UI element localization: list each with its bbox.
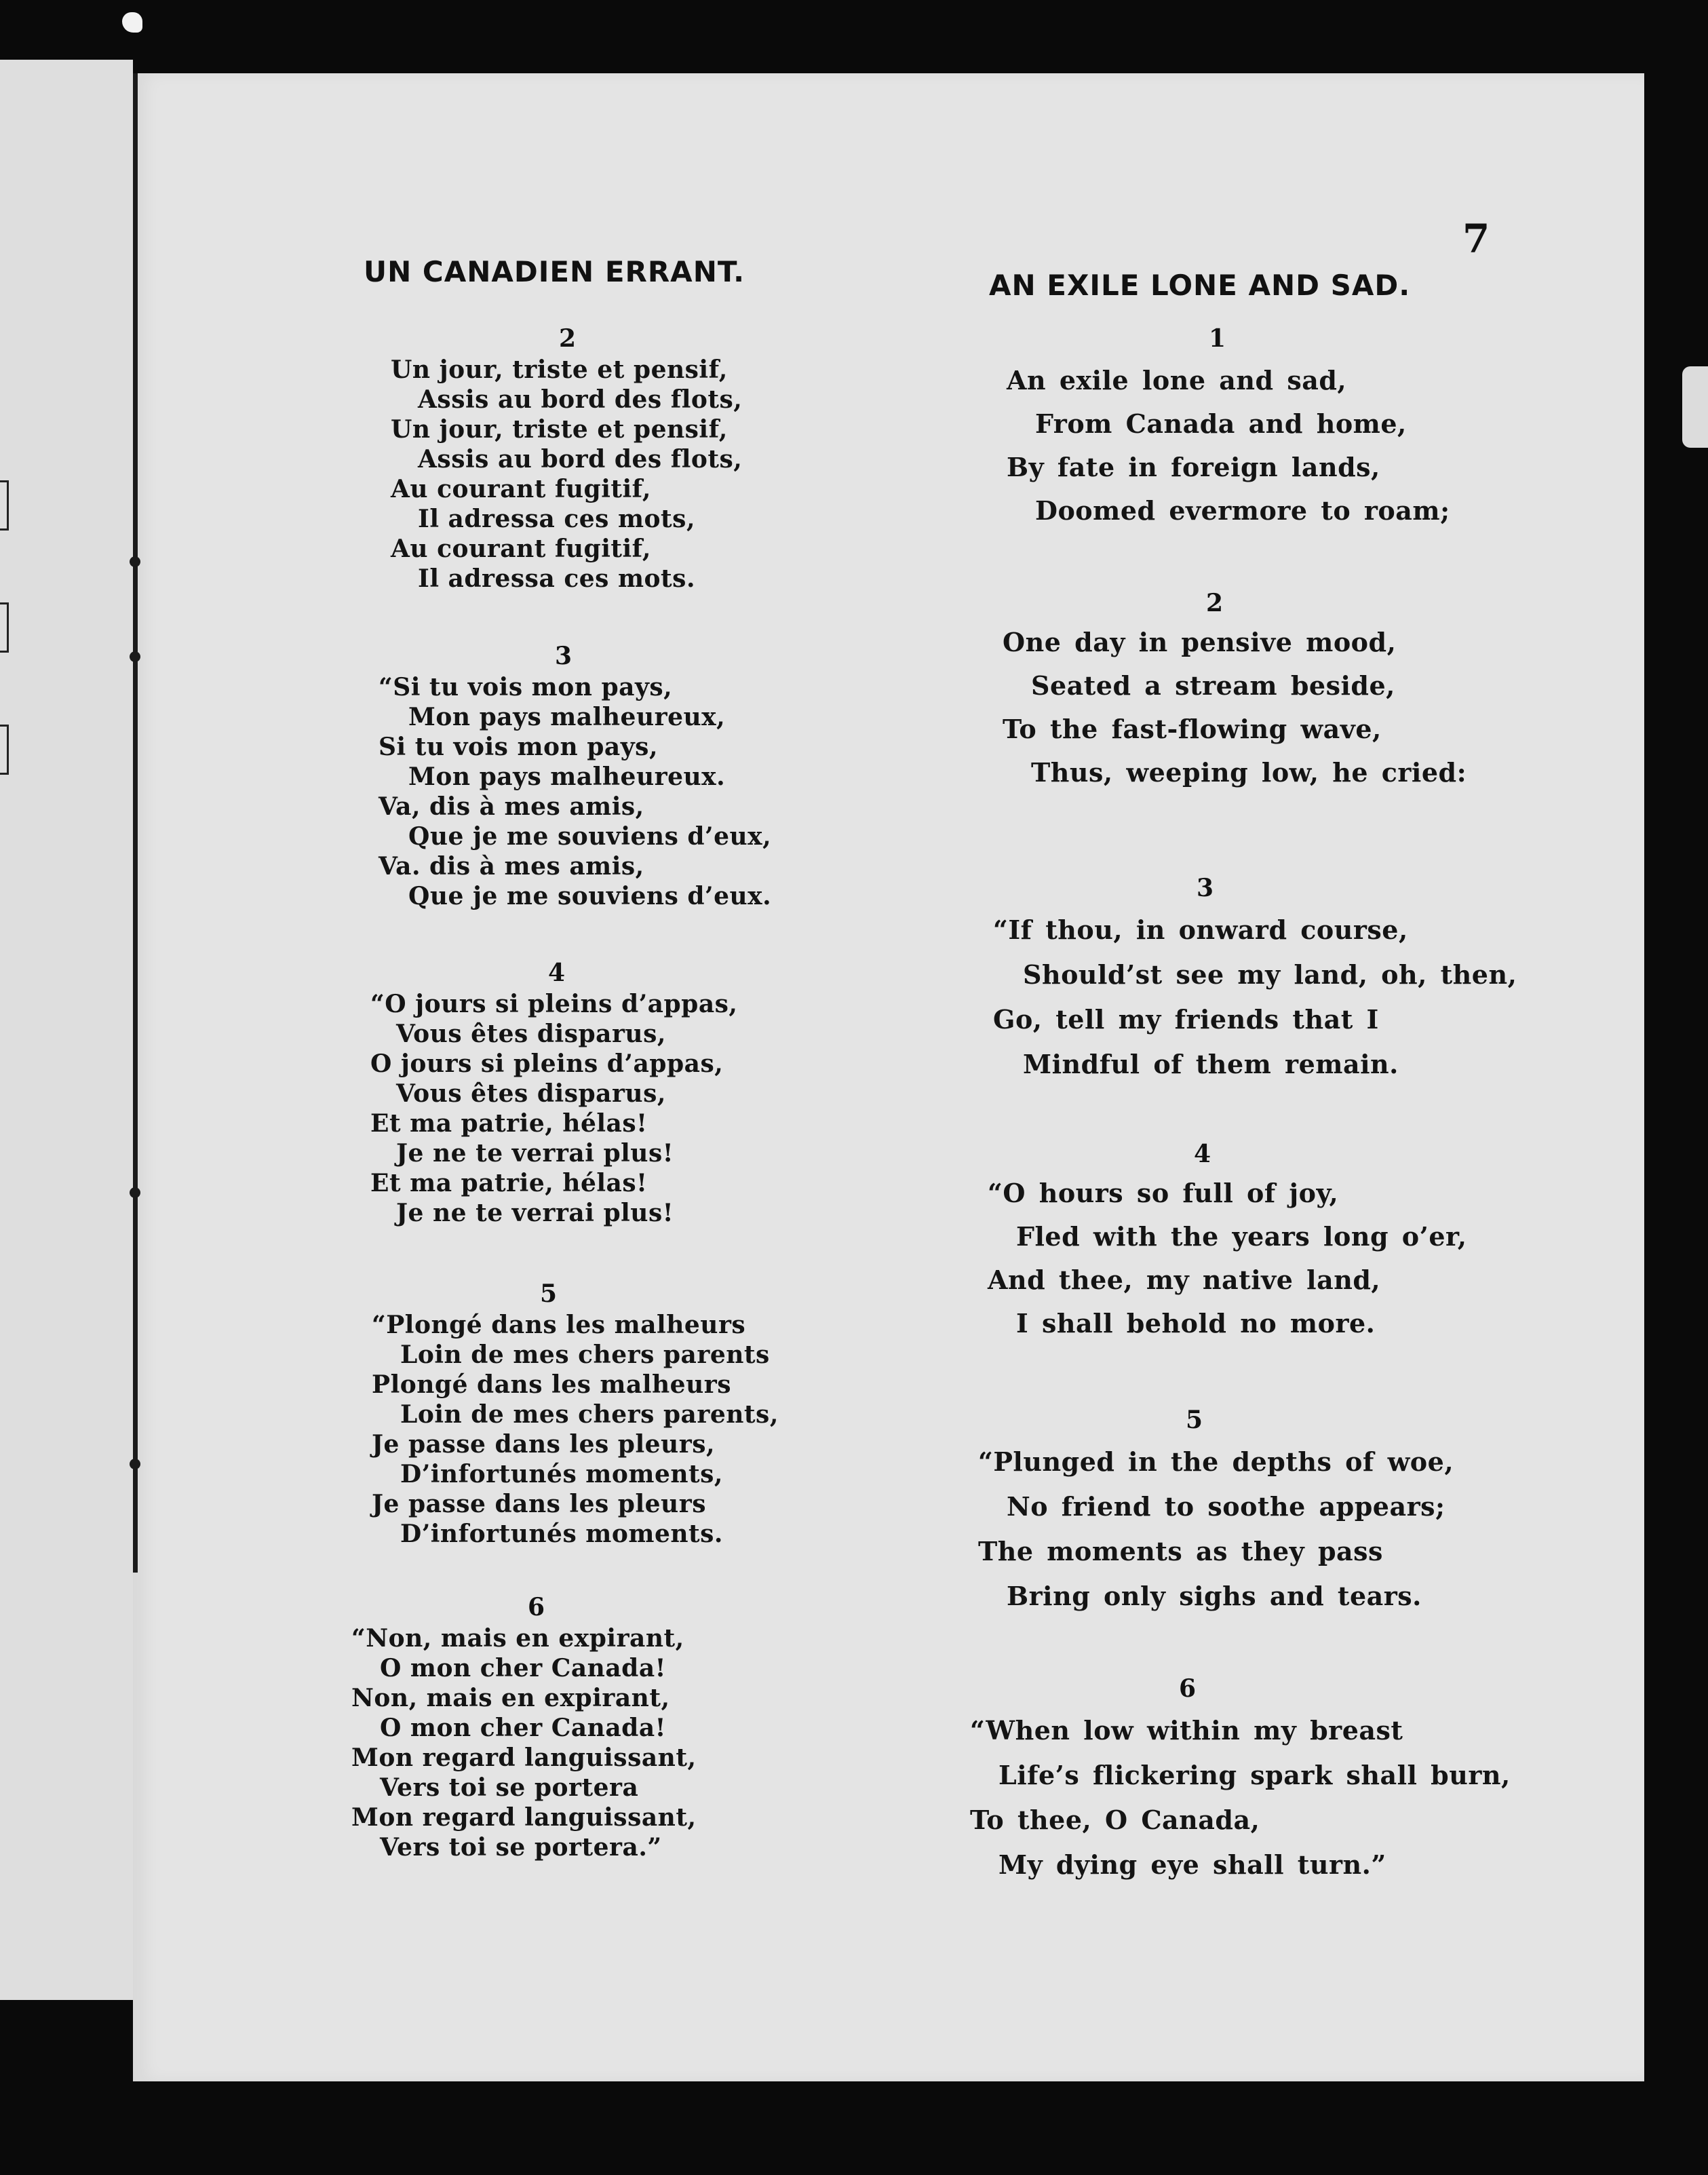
verse-line: Je passe dans les pleurs: [372, 1490, 706, 1518]
verse-line: An exile lone and sad,: [1007, 365, 1347, 396]
verse-line: No friend to soothe appears;: [1007, 1491, 1445, 1522]
verse-line: Et ma patrie, hélas!: [370, 1109, 648, 1138]
stanza-number: 3: [1197, 874, 1214, 902]
english-song-title: AN EXILE LONE AND SAD.: [989, 269, 1411, 302]
verse-line: O mon cher Canada!: [380, 1714, 666, 1742]
verse-line: Mon regard languissant,: [351, 1803, 697, 1832]
verse-line: Vous êtes disparus,: [396, 1079, 666, 1108]
verse-line: Je ne te verrai plus!: [396, 1139, 674, 1168]
verse-line: Mon pays malheureux.: [408, 763, 726, 791]
verse-line: Fled with the years long o’er,: [1016, 1221, 1467, 1252]
verse-line: Au courant fugitif,: [391, 475, 651, 503]
binding-gutter: [133, 73, 138, 1573]
verse-line: Vers toi se portera.”: [380, 1833, 662, 1862]
facing-page-mark: [0, 725, 9, 775]
verse-line: D’infortunés moments.: [400, 1520, 723, 1548]
verse-line: “Si tu vois mon pays,: [379, 673, 673, 701]
verse-line: “If thou, in onward course,: [993, 915, 1408, 945]
verse-line: Va. dis à mes amis,: [379, 852, 644, 881]
verse-line: Loin de mes chers parents: [400, 1341, 770, 1369]
verse-line: My dying eye shall turn.”: [998, 1849, 1386, 1880]
verse-line: Life’s flickering spark shall burn,: [998, 1760, 1511, 1790]
verse-line: Vers toi se portera: [380, 1773, 639, 1802]
verse-line: Je passe dans les pleurs,: [372, 1430, 715, 1459]
page-number: 7: [1462, 216, 1490, 262]
stanza-number: 1: [1209, 324, 1226, 353]
next-page-edge: [1682, 366, 1708, 448]
verse-line: Assis au bord des flots,: [418, 445, 743, 474]
verse-line: One day in pensive mood,: [1003, 627, 1397, 657]
verse-line: “When low within my breast: [970, 1715, 1403, 1746]
verse-line: Mon regard languissant,: [351, 1744, 697, 1772]
facing-page-mark: [0, 602, 9, 653]
verse-line: To the fast-flowing wave,: [1003, 714, 1382, 744]
verse-line: Si tu vois mon pays,: [379, 733, 658, 761]
stanza-number: 5: [540, 1279, 558, 1308]
verse-line: Un jour, triste et pensif,: [391, 355, 728, 384]
stanza-number: 2: [1206, 589, 1224, 617]
verse-line: Et ma patrie, hélas!: [370, 1169, 648, 1197]
verse-line: Bring only sighs and tears.: [1007, 1581, 1422, 1611]
verse-line: And thee, my native land,: [988, 1265, 1381, 1295]
stitch-mark: [130, 651, 140, 662]
verse-line: Que je me souviens d’eux,: [408, 822, 772, 851]
verse-line: “Non, mais en expirant,: [351, 1624, 684, 1653]
verse-line: Loin de mes chers parents,: [400, 1400, 779, 1429]
stanza-number: 5: [1186, 1406, 1203, 1434]
verse-line: Seated a stream beside,: [1031, 670, 1395, 701]
verse-line: “O hours so full of joy,: [988, 1178, 1339, 1208]
verse-line: “Plongé dans les malheurs: [372, 1311, 746, 1339]
verse-line: Mindful of them remain.: [1023, 1049, 1399, 1079]
verse-line: Mon pays malheureux,: [408, 703, 726, 731]
verse-line: Non, mais en expirant,: [351, 1684, 670, 1712]
verse-line: O jours si pleins d’appas,: [370, 1050, 724, 1078]
scan-speck: [122, 12, 142, 33]
facing-page-mark: [0, 480, 9, 531]
verse-line: Go, tell my friends that I: [993, 1004, 1379, 1035]
verse-line: Thus, weeping low, he cried:: [1031, 757, 1467, 788]
stanza-number: 3: [555, 642, 572, 670]
verse-line: Should’st see my land, oh, then,: [1023, 959, 1517, 990]
verse-line: Que je me souviens d’eux.: [408, 882, 772, 910]
verse-line: Je ne te verrai plus!: [396, 1199, 674, 1227]
verse-line: D’infortunés moments,: [400, 1460, 723, 1488]
stanza-number: 2: [559, 324, 577, 353]
verse-line: O mon cher Canada!: [380, 1654, 666, 1682]
french-song-title: UN CANADIEN ERRANT.: [364, 255, 745, 288]
stitch-mark: [130, 1459, 140, 1469]
verse-line: Un jour, triste et pensif,: [391, 415, 728, 444]
verse-line: Plongé dans les malheurs: [372, 1370, 731, 1399]
verse-line: Il adressa ces mots.: [418, 564, 695, 593]
verse-line: The moments as they pass: [978, 1536, 1383, 1566]
verse-line: By fate in foreign lands,: [1007, 452, 1380, 482]
stanza-number: 6: [528, 1593, 545, 1621]
verse-line: From Canada and home,: [1035, 408, 1407, 439]
verse-line: Il adressa ces mots,: [418, 505, 695, 533]
stanza-number: 4: [548, 959, 566, 987]
verse-line: Va, dis à mes amis,: [379, 792, 644, 821]
stanza-number: 4: [1194, 1140, 1211, 1168]
verse-line: Doomed evermore to roam;: [1035, 495, 1450, 526]
stitch-mark: [130, 1187, 140, 1198]
stanza-number: 6: [1179, 1674, 1197, 1703]
stitch-mark: [130, 556, 140, 567]
verse-line: “Plunged in the depths of woe,: [978, 1446, 1454, 1477]
verse-line: Au courant fugitif,: [391, 535, 651, 563]
verse-line: Vous êtes disparus,: [396, 1020, 666, 1048]
facing-page-edge: [0, 60, 133, 2000]
verse-line: To thee, O Canada,: [970, 1805, 1260, 1835]
verse-line: Assis au bord des flots,: [418, 385, 743, 414]
book-page: [133, 73, 1644, 2081]
verse-line: “O jours si pleins d’appas,: [370, 990, 738, 1018]
verse-line: I shall behold no more.: [1016, 1308, 1376, 1339]
